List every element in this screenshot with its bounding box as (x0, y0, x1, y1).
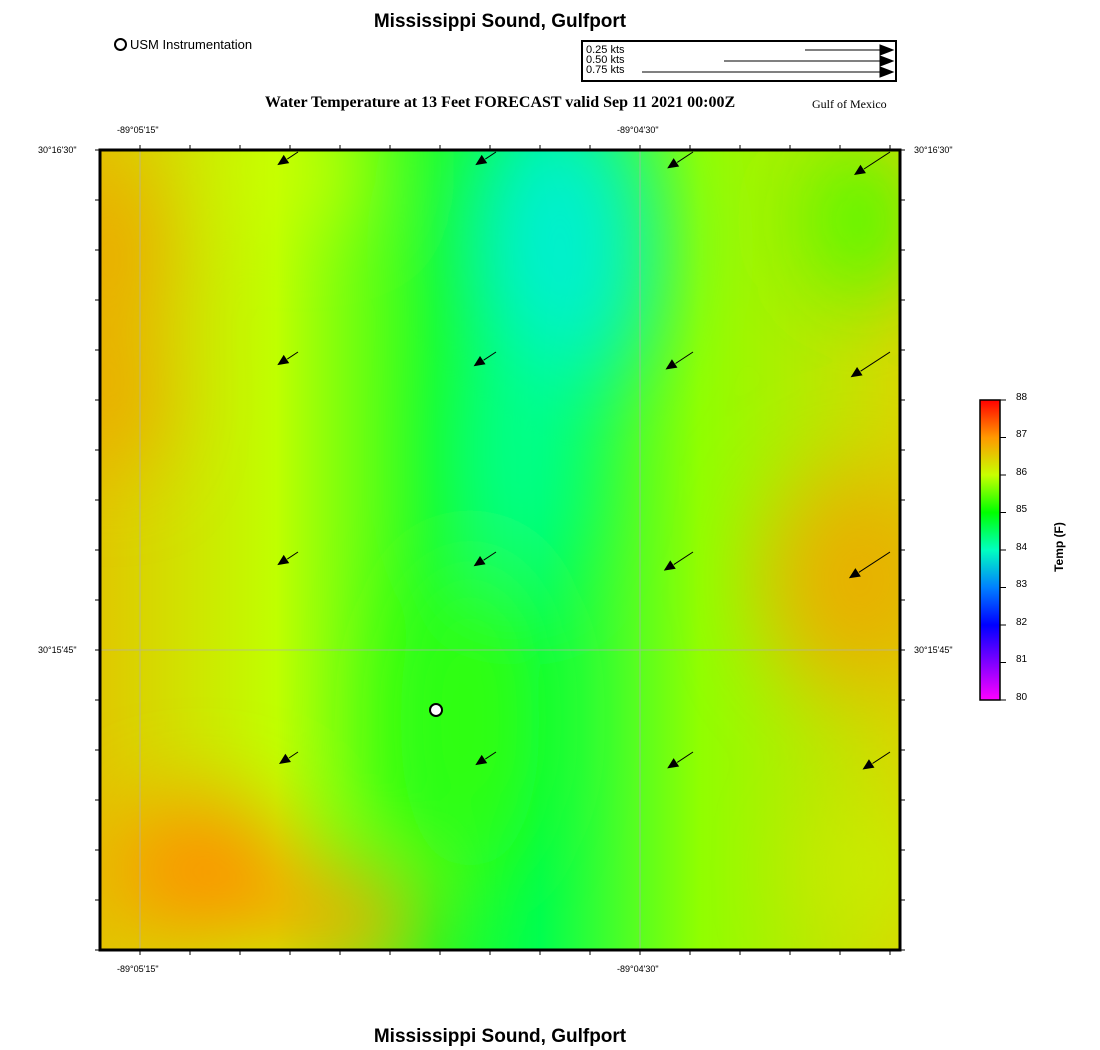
colorbar-tick-label: 84 (1016, 542, 1028, 553)
colorbar-tick-label: 86 (1016, 467, 1028, 478)
footer-title: Mississippi Sound, Gulfport (373, 1026, 627, 1047)
colorbar-gradient (980, 400, 1000, 700)
colorbar-labels (1016, 392, 1046, 712)
left-lat-label: 30°15'45" (38, 645, 77, 655)
right-lat-label: 30°16'30" (914, 145, 953, 155)
colorbar-title: Temp (F) (1052, 522, 1066, 572)
top-lon-label: -89°05'15" (117, 125, 159, 135)
map-subtitle: Water Temperature at 13 Feet FORECAST valid Sep 11 2021 00:00Z (264, 94, 736, 111)
colorbar-tick-label: 85 (1016, 504, 1028, 515)
vector-scale-label: 0.25 kts (586, 44, 625, 56)
colorbar (970, 390, 1020, 710)
bottom-lon-label: -89°05'15" (117, 964, 159, 974)
bottom-lon-label: -89°04'30" (617, 964, 659, 974)
usm-station-marker (430, 704, 442, 716)
right-lat-label: 30°15'45" (914, 645, 953, 655)
region-label: Gulf of Mexico (812, 97, 887, 111)
colorbar-tick-label: 82 (1016, 617, 1028, 628)
colorbar-tick-label: 87 (1016, 429, 1028, 440)
colorbar-tick-label: 80 (1016, 692, 1028, 703)
top-lon-label: -89°04'30" (617, 125, 659, 135)
vector-scale-label: 0.75 kts (586, 64, 625, 76)
vector-scale-label: 0.50 kts (586, 54, 625, 66)
colorbar-tick-label: 88 (1016, 392, 1028, 403)
colorbar-tick-label: 83 (1016, 579, 1028, 590)
colorbar-tick-label: 81 (1016, 654, 1028, 665)
left-lat-label: 30°16'30" (38, 145, 77, 155)
station-legend-label: USM Instrumentation (130, 37, 253, 52)
temperature-field (70, 100, 950, 960)
map-title: Mississippi Sound, Gulfport (373, 11, 627, 32)
